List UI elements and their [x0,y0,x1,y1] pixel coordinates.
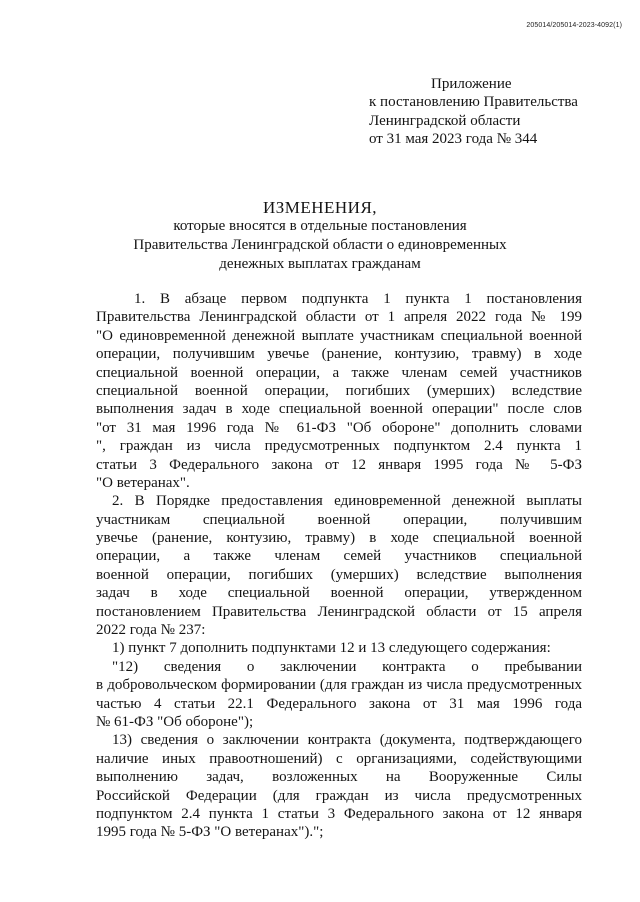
body-line: постановлением Правительства Ленинградской области от 15 апреля [96,603,582,620]
title-heading: ИЗМЕНЕНИЯ, [262,198,378,217]
body-line: увечье (ранение, контузию, травму) в ходе специальной военной [96,530,582,547]
body-line: выполнению задач, возложенных на Вооруженные Силы [96,769,582,786]
body-line: ", граждан из числа предусмотренных подпунктом 2.4 пункта 1 [96,438,582,455]
body-line: подпунктом 2.4 пункта 1 статьи 3 Федерального закона от 12 января [96,805,582,822]
body-line: Российской Федерации (для граждан из числа предусмотренных [96,787,582,804]
body-line: частью 4 статьи 22.1 Федерального закона от 31 мая 1996 года [96,695,582,712]
body-line: "от 31 мая 1996 года № 61-ФЗ "Об обороне" дополнить словами [96,419,582,436]
body-line: участникам специальной военной операции, получившим [96,511,582,528]
body-line: операции, а также членам семей участников специальной [96,548,582,565]
body-line: "О единовременной денежной выплате участникам специальной военной [96,327,582,344]
appendix-line: к постановлению Правительства [369,94,578,111]
body-line: наличие иных правоотношений) с организациями, содействующими [96,750,582,767]
body-line: 13) сведения о заключении контракта (документа, подтверждающего [112,732,582,749]
body-line: 2022 года № 237: [96,622,206,639]
body-line: специальной военной операции, погибших (умерших) вследствие [96,382,582,399]
body-line: выполнения задач в ходе специальной военной операции" после слов [96,401,582,418]
body-line: "12) сведения о заключении контракта о пребывании [112,658,582,675]
body-line: 1995 года № 5-ФЗ "О ветеранах")."; [96,824,324,841]
document-body [96,290,582,842]
appendix-line: Приложение [431,76,512,92]
body-line: задач в ходе специальной военной операции, утвержденном [96,585,582,602]
body-line: специальной военной операции, а также членам семей участников [96,364,582,381]
body-line: в добровольческом формировании (для граждан из числа предусмотренных [96,677,582,694]
title-subline: денежных выплатах гражданам [219,256,421,272]
body-line: 2. В Порядке предоставления единовременной денежной выплаты [112,493,582,510]
body-line: 1) пункт 7 дополнить подпунктами 12 и 13 следующего содержания: [112,640,551,657]
body-line: операции, получившим увечье (ранение, контузию, травму) в ходе [96,346,582,363]
appendix-block [369,75,578,149]
body-line: военной операции, погибших (умерших) вследствие выполнения [96,566,582,583]
body-line: 1. В абзаце первом подпункта 1 пункта 1 постановления [134,291,582,307]
appendix-line: Ленинградской области [369,112,521,129]
document-id: 205014/205014-2023-4092(1) [526,22,622,29]
body-line: "О ветеранах". [96,474,190,491]
appendix-line: от 31 мая 2023 года № 344 [369,131,538,148]
body-line: статьи 3 Федерального закона от 12 января 1995 года № 5-ФЗ [96,456,582,473]
title-subline: Правительства Ленинградской области о единовременных [133,237,507,253]
title-subline: которые вносятся в отдельные постановления [173,218,467,234]
body-line: Правительства Ленинградской области от 1 апреля 2022 года № 199 [96,309,582,326]
body-line: № 61-ФЗ "Об обороне"); [96,713,254,730]
